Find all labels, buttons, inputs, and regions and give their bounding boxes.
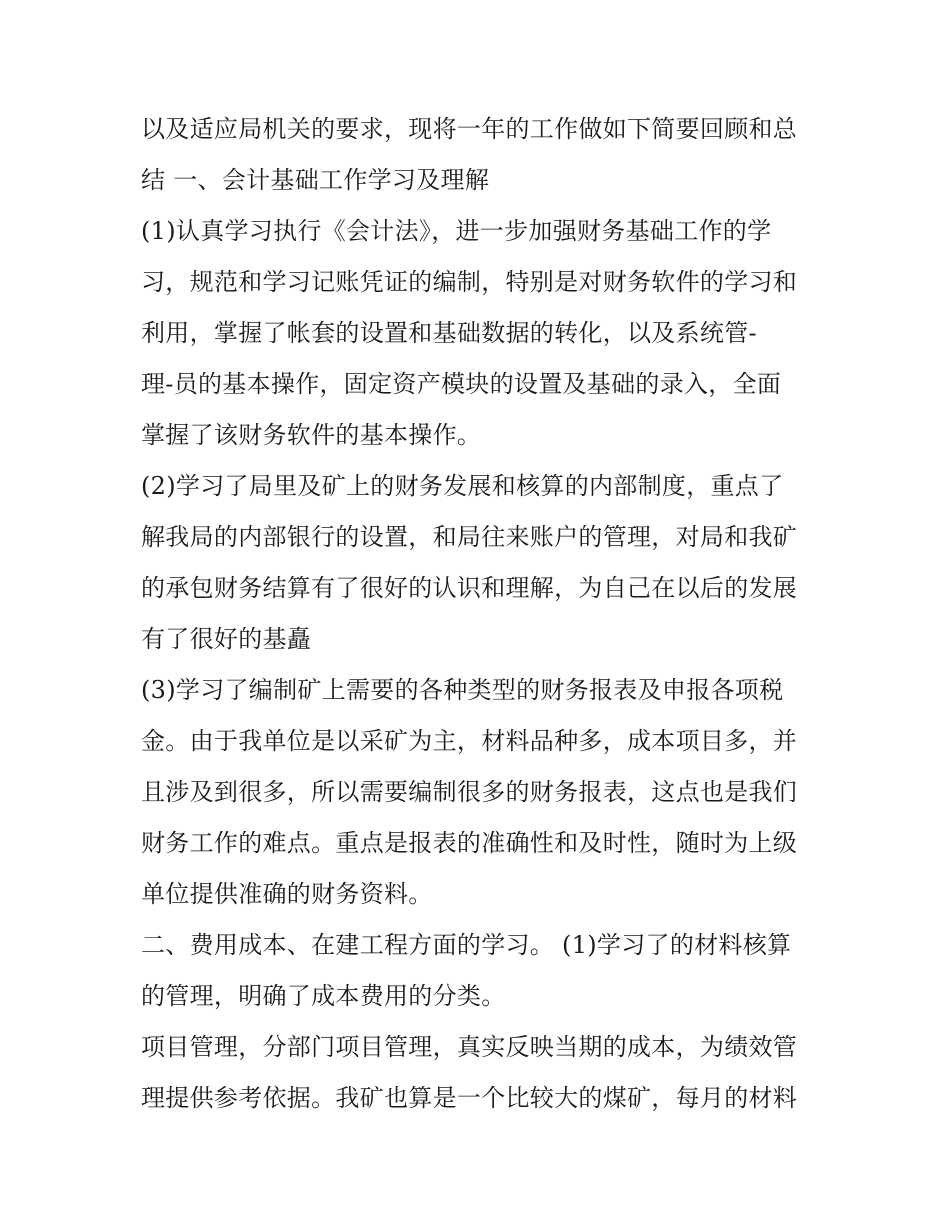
text-line: 以及适应局机关的要求，现将一年的工作做如下简要回顾和总 <box>141 115 798 143</box>
text-line: 且涉及到很多，所以需要编制很多的财务报表，这点也是我们 <box>141 778 798 806</box>
text-line: 掌握了该财务软件的基本操作。 <box>141 421 482 449</box>
text-line: 二、费用成本、在建工程方面的学习。 (1)学习了的材料核算 <box>141 931 792 959</box>
text-line: 有了很好的基矗 <box>141 625 312 653</box>
text-line: (3)学习了编制矿上需要的各种类型的财务报表及申报各项税 <box>141 676 784 704</box>
text-line: 单位提供准确的财务资料。 <box>141 880 433 908</box>
text-line: 理-员的基本操作，固定资产模块的设置及基础的录入，全面 <box>141 370 782 398</box>
text-line: (2)学习了局里及矿上的财务发展和核算的内部制度，重点了 <box>141 472 784 500</box>
text-line: 的承包财务结算有了很好的认识和理解，为自己在以后的发展 <box>141 574 798 602</box>
text-line: 利用，掌握了帐套的设置和基础数据的转化，以及系统管- <box>141 319 757 347</box>
text-line: 结 一、会计基础工作学习及理解 <box>141 166 490 194</box>
text-line: 解我局的内部银行的设置，和局往来账户的管理，对局和我矿 <box>141 523 798 551</box>
text-line: 理提供参考依据。我矿也算是一个比较大的煤矿，每月的材料 <box>141 1084 798 1112</box>
text-line: (1)认真学习执行《会计法》，进一步加强财务基础工作的学 <box>141 217 772 245</box>
text-line: 金。由于我单位是以采矿为主，材料品种多，成本项目多，并 <box>141 727 798 755</box>
text-line: 财务工作的难点。重点是报表的准确性和及时性，随时为上级 <box>141 829 798 857</box>
text-line: 习，规范和学习记账凭证的编制，特别是对财务软件的学习和 <box>141 268 798 296</box>
body-text <box>141 108 821 1128</box>
text-line: 项目管理，分部门项目管理，真实反映当期的成本，为绩效管 <box>141 1033 798 1061</box>
text-line: 的管理，明确了成本费用的分类。 <box>141 982 506 1010</box>
